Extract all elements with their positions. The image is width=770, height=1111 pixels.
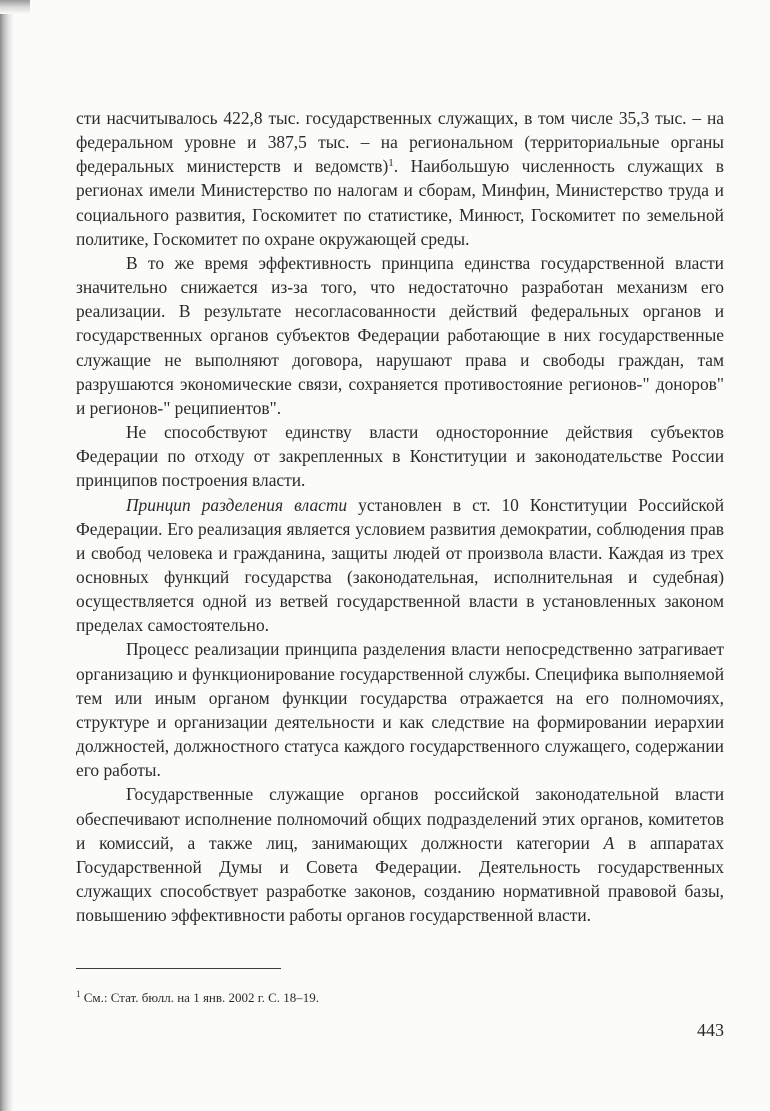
main-text <box>76 106 724 927</box>
footnote-text: См.: Стат. бюлл. на 1 янв. 2002 г. С. 18–19. <box>80 990 320 1005</box>
scan-binding-edge <box>0 0 14 1111</box>
paragraph-text: Не способствуют единству власти односторонние действия субъектов Федерации по отходу от закрепленных в Конституции и законодательстве России принципов построения власти. <box>76 422 724 491</box>
emphasis-term: Принцип разделения власти <box>126 494 348 515</box>
paragraph-6 <box>76 782 724 927</box>
emphasis-letter: А <box>603 832 615 853</box>
paragraph-text: . Наибольшую численность служащих в регионах имели Министерство по налогам и сборам, Минфин, Министерство труда и социального развития, Госкомитет по статистике, Минюст, Госкомитет по земельной политике, Госкомитет по охране окружающей среды. <box>76 156 724 249</box>
paragraph-1 <box>76 106 724 251</box>
paragraph-text: В то же время эффективность принципа единства государственной власти значительно снижается из-за того, что недостаточно разработан механизм его реализации. В результате несогласованности действий федеральных органов и государственных органов субъектов Федерации работающие в них государственные служащие не выполняют договора, нарушают права и свободы граждан, там разрушаются экономические связи, сохраняется противостояние регионов-" доноров" и регионов-" реципиентов". <box>76 252 724 418</box>
scan-corner-shadow <box>0 0 30 14</box>
footnote <box>76 990 319 1006</box>
paragraph-2 <box>76 251 724 420</box>
paragraph-5 <box>76 637 724 782</box>
page-number: 443 <box>697 1020 724 1040</box>
footnote-reference[interactable]: 1 <box>388 157 394 170</box>
footnote-divider <box>76 968 281 969</box>
footnote-marker: 1 <box>76 989 81 999</box>
paragraph-text: сти насчитывалось 422,8 тыс. государственных служащих, в том числе 35,3 тыс. – на федеральном уровне и 387,5 тыс. – на региональном (территориальные органы федеральных министерств и ведомств) <box>76 108 724 177</box>
paragraph-text: Процесс реализации принципа разделения власти непосредственно затрагивает организацию и функционирование государственной службы. Специфика выполняемой тем или иным органом функции государства отражается на его полномочиях, структуре и организации деятельности и как следствие на формировании иерархии должностей, должностного статуса каждого государственного служащего, содержании его работы. <box>76 639 724 781</box>
paragraph-4 <box>76 493 724 638</box>
paragraph-text: в аппаратах Государственной Думы и Совета Федерации. Деятельность государственных служащих способствует разработке законов, созданию нормативной правовой базы, повышению эффективности работы органов государственной власти. <box>76 832 724 926</box>
paragraph-3 <box>76 420 724 492</box>
paragraph-text: установлен в ст. 10 Конституции Российской Федерации. Его реализация является условием развития демократии, соблюдения прав и свобод человека и гражданина, защиты людей от произвола власти. Каждая из трех основных функций государства (законодательная, исполнительная и судебная) осуществляется одной из ветвей государственной власти в установленных законом пределах самостоятельно. <box>76 494 724 636</box>
paragraph-text: Государственные служащие органов российской законодательной власти обеспечивают исполнение полномочий общих подразделений этих органов, комитетов и комиссий, а также лиц, занимающих должности категории <box>76 784 724 853</box>
